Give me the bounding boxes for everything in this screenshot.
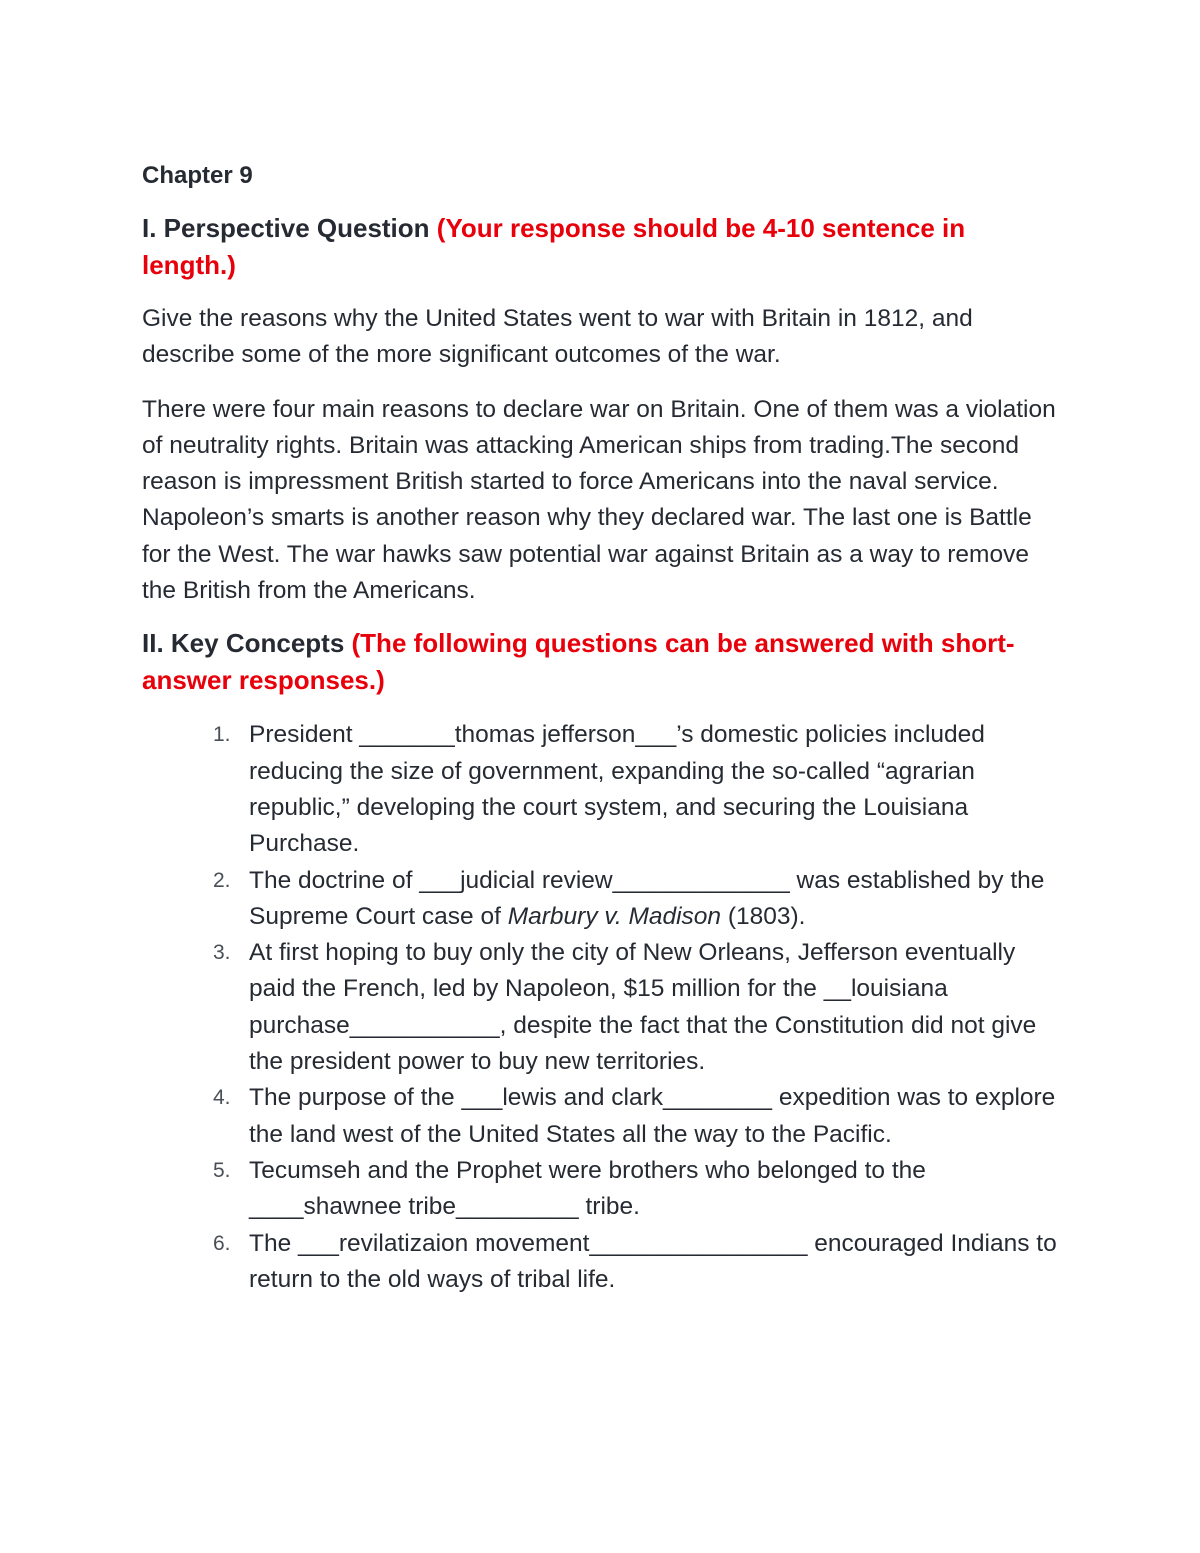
list-item-text: The doctrine of ___judicial review_____________ was established by the Supreme Court case of [249, 866, 1045, 930]
list-item-text: President _______thomas jefferson___’s domestic policies included reducing the size of government, expanding the so-called “agrarian republic,” developing the court system, and securing the Louisiana Purchase. [249, 721, 985, 858]
perspective-question: Give the reasons why the United States went to war with Britain in 1812, and describe some of the more significant outcomes of the war. [142, 305, 973, 369]
section-1-heading-text: I. Perspective Question [142, 213, 430, 243]
list-item [142, 935, 1062, 1080]
list-item [142, 1226, 1062, 1299]
section-1-heading [142, 210, 1062, 284]
list-item [142, 717, 1062, 862]
section-2-heading-text: II. Key Concepts [142, 628, 345, 659]
list-item-number: 3. [213, 941, 231, 965]
list-item-number: 2. [213, 868, 231, 892]
list-item-number: 6. [213, 1231, 231, 1255]
list-item-number: 4. [213, 1086, 231, 1110]
list-item-text: The purpose of the ___lewis and clark________ expedition was to explore the land west of the United States all the way to the Pacific. [249, 1084, 1056, 1148]
list-item-number: 5. [213, 1158, 231, 1182]
list-item-text-end: (1803). [721, 902, 806, 930]
list-item-text: At first hoping to buy only the city of New Orleans, Jefferson eventually paid the French, led by Napoleon, $15 million for the __louisiana purchase___________, despite the fact that the Constitution did not give the president power to buy new territories. [249, 939, 1037, 1076]
section-2-heading [142, 625, 1062, 699]
chapter-title: Chapter 9 [142, 162, 253, 189]
perspective-answer: There were four main reasons to declare war on Britain. One of them was a violation of neutrality rights. Britain was attacking American ships from trading.The second reason is impressment British started to force Americans into the naval service. Napoleon’s smarts is another reason why they declared war. The last one is Battle for the West. The war hawks saw potential war against Britain as a way to remove the British from the Americans. [142, 395, 1056, 605]
list-item [142, 1080, 1062, 1153]
section-1-note: (Your response should be 4-10 sentence in length.) [142, 213, 966, 280]
list-item [142, 863, 1062, 936]
section-2-note: (The following questions can be answered with short-answer responses.) [142, 628, 1015, 696]
list-item [142, 1153, 1062, 1226]
document-page [142, 158, 1062, 1298]
list-item-text: Tecumseh and the Prophet were brothers who belonged to the ____shawnee tribe_________ tribe. [249, 1156, 926, 1221]
list-item-number: 1. [213, 723, 231, 747]
list-item-text: The ___revilatizaion movement________________ encouraged Indians to return to the old ways of tribal life. [249, 1229, 1057, 1293]
case-name: Marbury v. Madison [507, 902, 722, 930]
key-concepts-list [142, 717, 1062, 1298]
